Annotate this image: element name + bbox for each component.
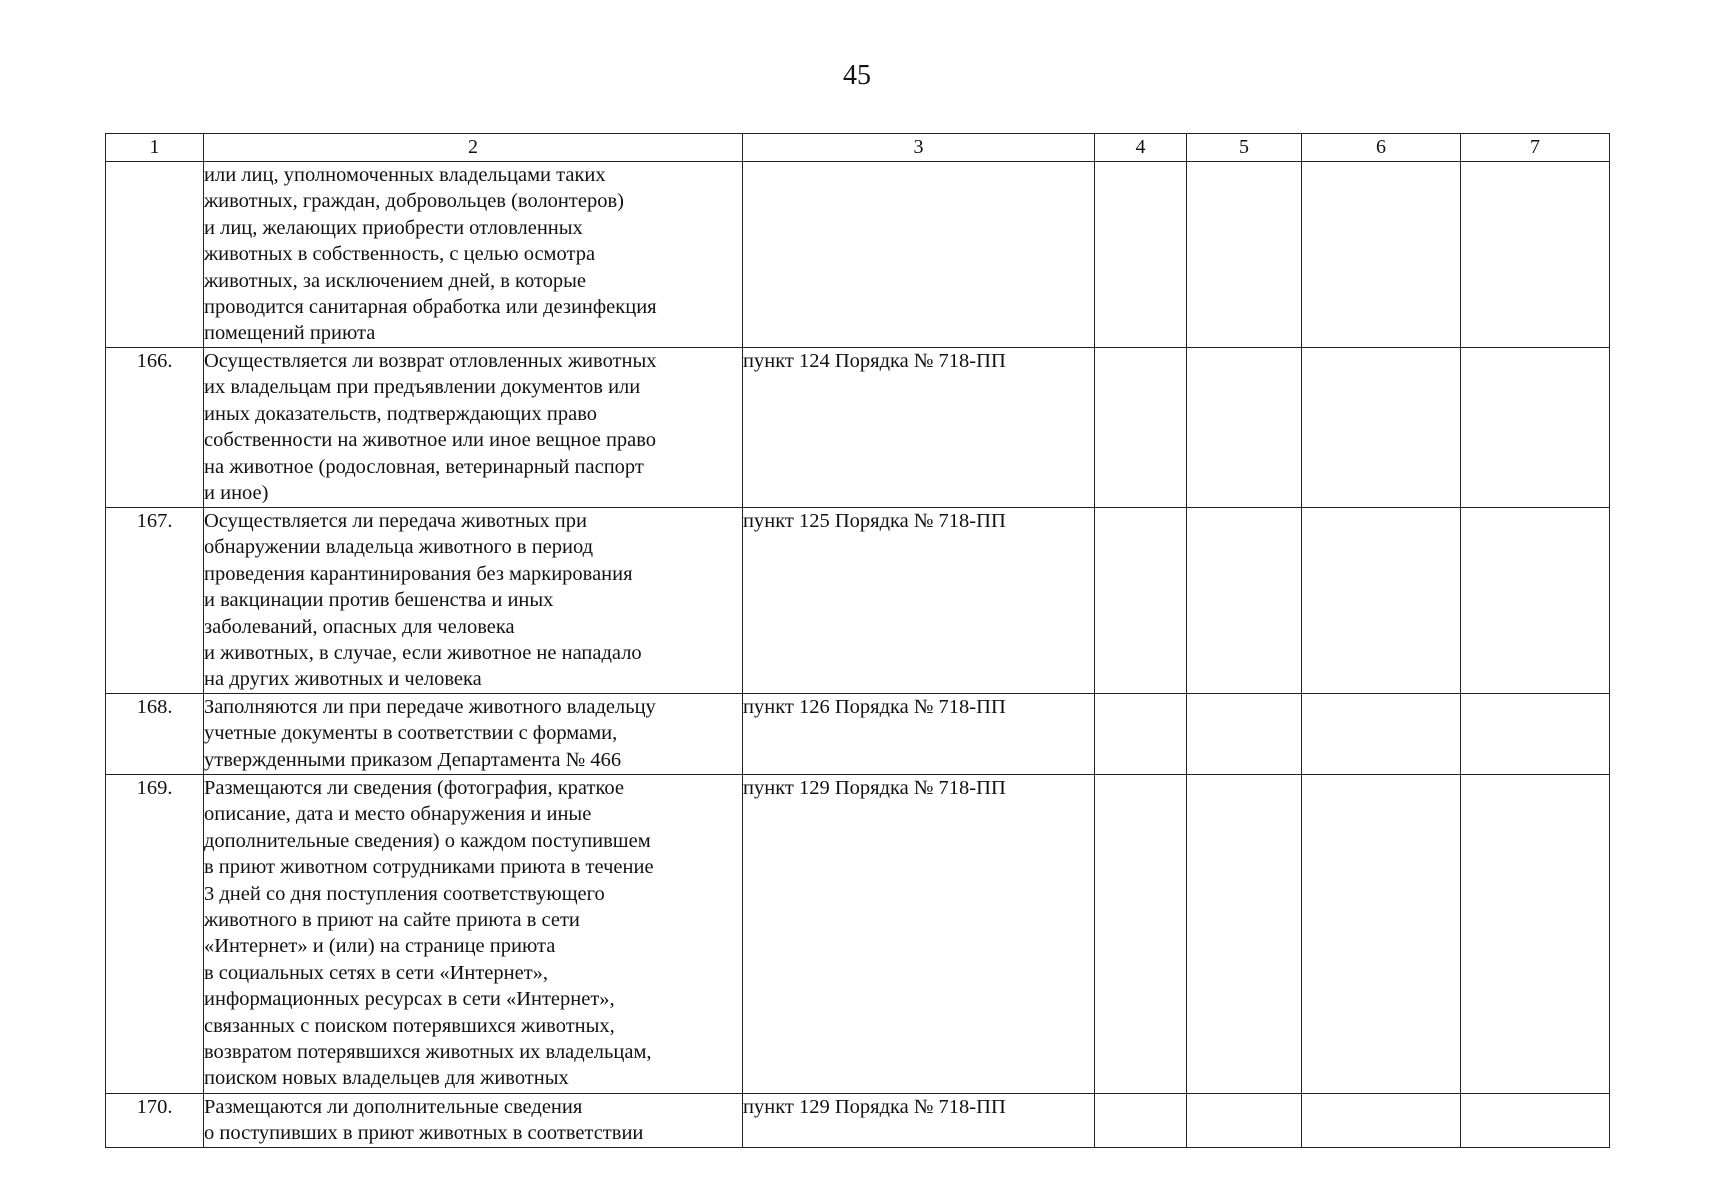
question-line: учетные документы в соответствии с формами, xyxy=(204,722,618,745)
question-line: поиском новых владельцев для животных xyxy=(204,1067,569,1090)
column-header-1: 1 xyxy=(106,134,204,162)
legal-reference: пункт 124 Порядка № 718-ПП xyxy=(743,348,1095,508)
answer-cell-col-6 xyxy=(1302,694,1461,775)
answer-cell-col-5 xyxy=(1187,1094,1302,1148)
legal-reference: пункт 129 Порядка № 718-ПП xyxy=(743,1094,1095,1148)
question-line: Осуществляется ли возврат отловленных животных xyxy=(204,350,657,372)
table-row xyxy=(106,348,1610,508)
table-row xyxy=(106,162,1610,348)
question-text xyxy=(204,775,743,1094)
table-row xyxy=(106,1094,1610,1148)
question-line: Осуществляется ли передача животных при xyxy=(204,510,588,532)
table-row xyxy=(106,694,1610,775)
row-number: 166. xyxy=(106,348,204,508)
question-line: животного в приют на сайте приюта в сети xyxy=(204,909,580,932)
legal-reference: пункт 129 Порядка № 718-ПП xyxy=(743,775,1095,1094)
answer-cell-col-6 xyxy=(1302,775,1461,1094)
question-line: связанных с поиском потерявшихся животных, xyxy=(204,1014,615,1037)
table-body xyxy=(106,162,1610,1148)
header-row xyxy=(106,134,1610,162)
legal-reference: пункт 126 Порядка № 718-ПП xyxy=(743,694,1095,775)
answer-cell-col-7 xyxy=(1461,694,1610,775)
row-number: 170. xyxy=(106,1094,204,1148)
answer-cell-col-7 xyxy=(1461,348,1610,508)
checklist-table xyxy=(105,133,1610,1148)
answer-cell-col-4 xyxy=(1095,694,1187,775)
question-line: обнаружении владельца животного в период xyxy=(204,536,594,559)
question-line: описание, дата и место обнаружения и иные xyxy=(204,803,592,826)
column-header-4: 4 xyxy=(1095,134,1187,162)
question-line: «Интернет» и (или) на странице приюта xyxy=(204,935,556,958)
row-number: 169. xyxy=(106,775,204,1094)
question-text xyxy=(204,348,743,508)
question-line: или лиц, уполномоченных владельцами таких xyxy=(204,164,606,186)
question-line: в социальных сетях в сети «Интернет», xyxy=(204,961,549,984)
question-line: животных, за исключением дней, в которые xyxy=(204,269,587,292)
answer-cell-col-6 xyxy=(1302,348,1461,508)
question-line: их владельцам при предъявлении документов или xyxy=(204,376,641,399)
row-number xyxy=(106,162,204,348)
legal-reference: пункт 125 Порядка № 718-ПП xyxy=(743,508,1095,694)
question-line: на других животных и человека xyxy=(204,668,482,691)
column-header-6: 6 xyxy=(1302,134,1461,162)
answer-cell-col-7 xyxy=(1461,775,1610,1094)
page-number: 45 xyxy=(843,60,871,91)
answer-cell-col-6 xyxy=(1302,1094,1461,1148)
question-line: информационных ресурсах в сети «Интернет», xyxy=(204,988,615,1011)
column-header-2: 2 xyxy=(204,134,743,162)
question-line: заболеваний, опасных для человека xyxy=(204,615,515,638)
answer-cell-col-5 xyxy=(1187,775,1302,1094)
question-line: проведения карантинирования без маркирования xyxy=(204,562,633,585)
question-line: Размещаются ли сведения (фотография, краткое xyxy=(204,777,624,799)
question-text xyxy=(204,694,743,775)
question-line: животных, граждан, добровольцев (волонтеров) xyxy=(204,190,624,213)
answer-cell-col-4 xyxy=(1095,508,1187,694)
answer-cell-col-5 xyxy=(1187,162,1302,348)
question-line: и животных, в случае, если животное не нападало xyxy=(204,642,642,665)
question-line: возвратом потерявшихся животных их владельцам, xyxy=(204,1041,652,1064)
answer-cell-col-6 xyxy=(1302,162,1461,348)
column-header-7: 7 xyxy=(1461,134,1610,162)
column-header-3: 3 xyxy=(743,134,1095,162)
row-number: 168. xyxy=(106,694,204,775)
question-line: животных в собственность, с целью осмотра xyxy=(204,243,596,266)
question-line: утвержденными приказом Департамента № 466 xyxy=(204,748,622,771)
question-line: иных доказательств, подтверждающих право xyxy=(204,402,597,425)
question-line: 3 дней со дня поступления соответствующего xyxy=(204,882,605,905)
column-header-5: 5 xyxy=(1187,134,1302,162)
answer-cell-col-4 xyxy=(1095,1094,1187,1148)
answer-cell-col-7 xyxy=(1461,162,1610,348)
question-text xyxy=(204,508,743,694)
answer-cell-col-6 xyxy=(1302,508,1461,694)
question-text xyxy=(204,162,743,348)
answer-cell-col-5 xyxy=(1187,694,1302,775)
table-row xyxy=(106,775,1610,1094)
question-line: проводится санитарная обработка или дезинфекция xyxy=(204,296,657,319)
answer-cell-col-7 xyxy=(1461,1094,1610,1148)
question-line: дополнительные сведения) о каждом поступившем xyxy=(204,829,651,852)
question-line: Размещаются ли дополнительные сведения xyxy=(204,1096,583,1118)
question-line: и иное) xyxy=(204,482,269,505)
answer-cell-col-5 xyxy=(1187,508,1302,694)
question-line: о поступивших в приют животных в соответствии xyxy=(204,1122,644,1145)
row-number: 167. xyxy=(106,508,204,694)
question-line: помещений приюта xyxy=(204,322,376,345)
answer-cell-col-4 xyxy=(1095,348,1187,508)
table-row xyxy=(106,508,1610,694)
question-line: в приют животном сотрудниками приюта в течение xyxy=(204,856,654,879)
question-line: и вакцинации против бешенства и иных xyxy=(204,589,554,612)
answer-cell-col-4 xyxy=(1095,162,1187,348)
question-line: на животное (родословная, ветеринарный паспорт xyxy=(204,455,644,478)
question-text xyxy=(204,1094,743,1148)
legal-reference xyxy=(743,162,1095,348)
question-line: Заполняются ли при передаче животного владельцу xyxy=(204,696,656,718)
question-line: собственности на животное или иное вещное право xyxy=(204,429,657,452)
answer-cell-col-4 xyxy=(1095,775,1187,1094)
answer-cell-col-5 xyxy=(1187,348,1302,508)
answer-cell-col-7 xyxy=(1461,508,1610,694)
question-line: и лиц, желающих приобрести отловленных xyxy=(204,216,583,239)
